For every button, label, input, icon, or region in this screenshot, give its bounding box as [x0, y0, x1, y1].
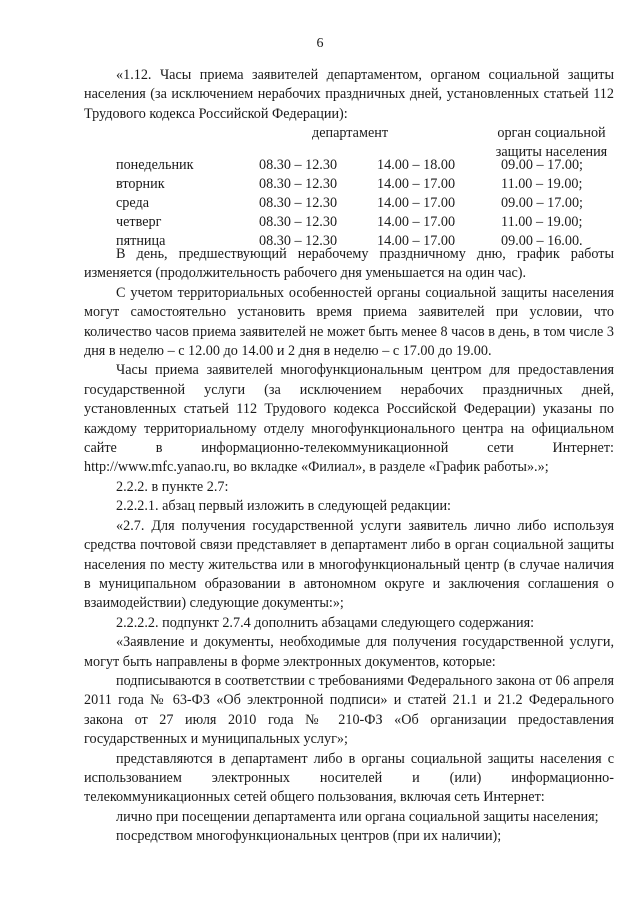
paragraph-territorial: С учетом территориальных особенностей органы социальной защиты населения могут самостоятельно установить время приема заявителей при условии, что количество часов приема заявителей не может быть менее 8 часов в день, в том числе 3 дня в неделю – с 12.00 до 14.00 и 2 дня в неделю – с 17.00 до 19.00. [84, 284, 614, 360]
schedule-row [84, 194, 614, 213]
schedule-afternoon: 14.00 – 18.00 [377, 157, 456, 173]
schedule-afternoon: 14.00 – 17.00 [377, 233, 456, 249]
schedule-morning: 08.30 – 12.30 [259, 176, 338, 192]
schedule-morning: 08.30 – 12.30 [259, 233, 338, 249]
header-department: департамент [312, 125, 389, 141]
schedule-morning: 08.30 – 12.30 [259, 214, 338, 230]
header-org-line1: орган социальной [497, 125, 606, 141]
schedule-day: четверг [116, 214, 162, 230]
schedule-day: вторник [116, 176, 165, 192]
schedule-row [84, 156, 614, 175]
schedule-org: 09.00 – 17.00; [501, 195, 583, 211]
schedule-day: пятница [116, 233, 166, 249]
paragraph-submitted: представляются в департамент либо в органы социальной защиты населения с использованием электронных носителей и (или) информационно-телекоммуникационных сетей общего пользования, включая сеть Интернет: [84, 750, 614, 806]
schedule-row [84, 175, 614, 194]
paragraph-2-7: «2.7. Для получения государственной услуги заявитель лично либо используя средства почтовой связи представляет в департамент либо в орган социальной защиты населения по месту жительства или в многофункциональный центр (в случае наличия в муниципальном образовании в автономном округе и заключения соглашения о взаимодействии) следующие документы:»; [84, 517, 614, 612]
schedule-org: 11.00 – 19.00; [501, 176, 583, 192]
page-number: 6 [316, 36, 324, 51]
intro-paragraph: «1.12. Часы приема заявителей департаментом, органом социальной защиты населения (за исключением нерабочих праздничных дней, установленных статьей 112 Трудового кодекса Российской Федерации): [84, 67, 614, 122]
paragraph-2-2-2-1: 2.2.2.1. абзац первый изложить в следующей редакции: [116, 498, 451, 515]
paragraph-holiday: В день, предшествующий нерабочему праздничному дню, график работы изменяется (продолжительность рабочего дня уменьшается на один час). [84, 246, 614, 282]
paragraph-2-2-2: 2.2.2. в пункте 2.7: [116, 478, 229, 495]
schedule-org: 09.00 – 16.00. [501, 233, 583, 249]
schedule-org: 11.00 – 19.00; [501, 214, 583, 230]
schedule-org: 09.00 – 17.00; [501, 157, 583, 173]
schedule-row [84, 213, 614, 232]
schedule-day: среда [116, 195, 150, 211]
paragraph-in-person: лично при посещении департамента или органа социальной защиты населения; [116, 808, 599, 825]
schedule-morning: 08.30 – 12.30 [259, 195, 338, 211]
schedule-afternoon: 14.00 – 17.00 [377, 214, 456, 230]
body-text [84, 245, 614, 847]
intro-block [84, 66, 614, 124]
header-org-line2: защиты населения [495, 144, 608, 161]
paragraph-electronic: «Заявление и документы, необходимые для получения государственной услуги, могут быть направлены в форме электронных документов, которые: [84, 634, 614, 670]
paragraph-mfc: посредством многофункциональных центров (при их наличии); [116, 828, 502, 845]
paragraph-2-2-2-2: 2.2.2.2. подпункт 2.7.4 дополнить абзацами следующего содержания: [116, 614, 535, 631]
paragraph-mfc-hours: Часы приема заявителей многофункциональным центром для предоставления государственной услуги (за исключением нерабочих праздничных дней, установленных статьей 112 Трудового кодекса Российской Федерации) указаны по каждому территориальному отделу многофункционального центра на официальном сайте в информационно-телекоммуникационной сети Интернет: http://www.mfc.yanao.ru, во вкладке «Филиал», в разделе «График работы».»; [84, 362, 614, 476]
schedule-morning: 08.30 – 12.30 [259, 157, 338, 173]
schedule-afternoon: 14.00 – 17.00 [377, 176, 456, 192]
schedule-afternoon: 14.00 – 17.00 [377, 195, 456, 211]
schedule-day: понедельник [116, 157, 194, 173]
paragraph-signed: подписываются в соответствии с требованиями Федерального закона от 06 апреля 2011 года № 63-ФЗ «Об электронной подписи» и статей 21.1 и 21.2 Федерального закона от 27 июля 2010 года № 210-ФЗ «Об организации предоставления государственных и муниципальных услуг»; [84, 672, 614, 748]
